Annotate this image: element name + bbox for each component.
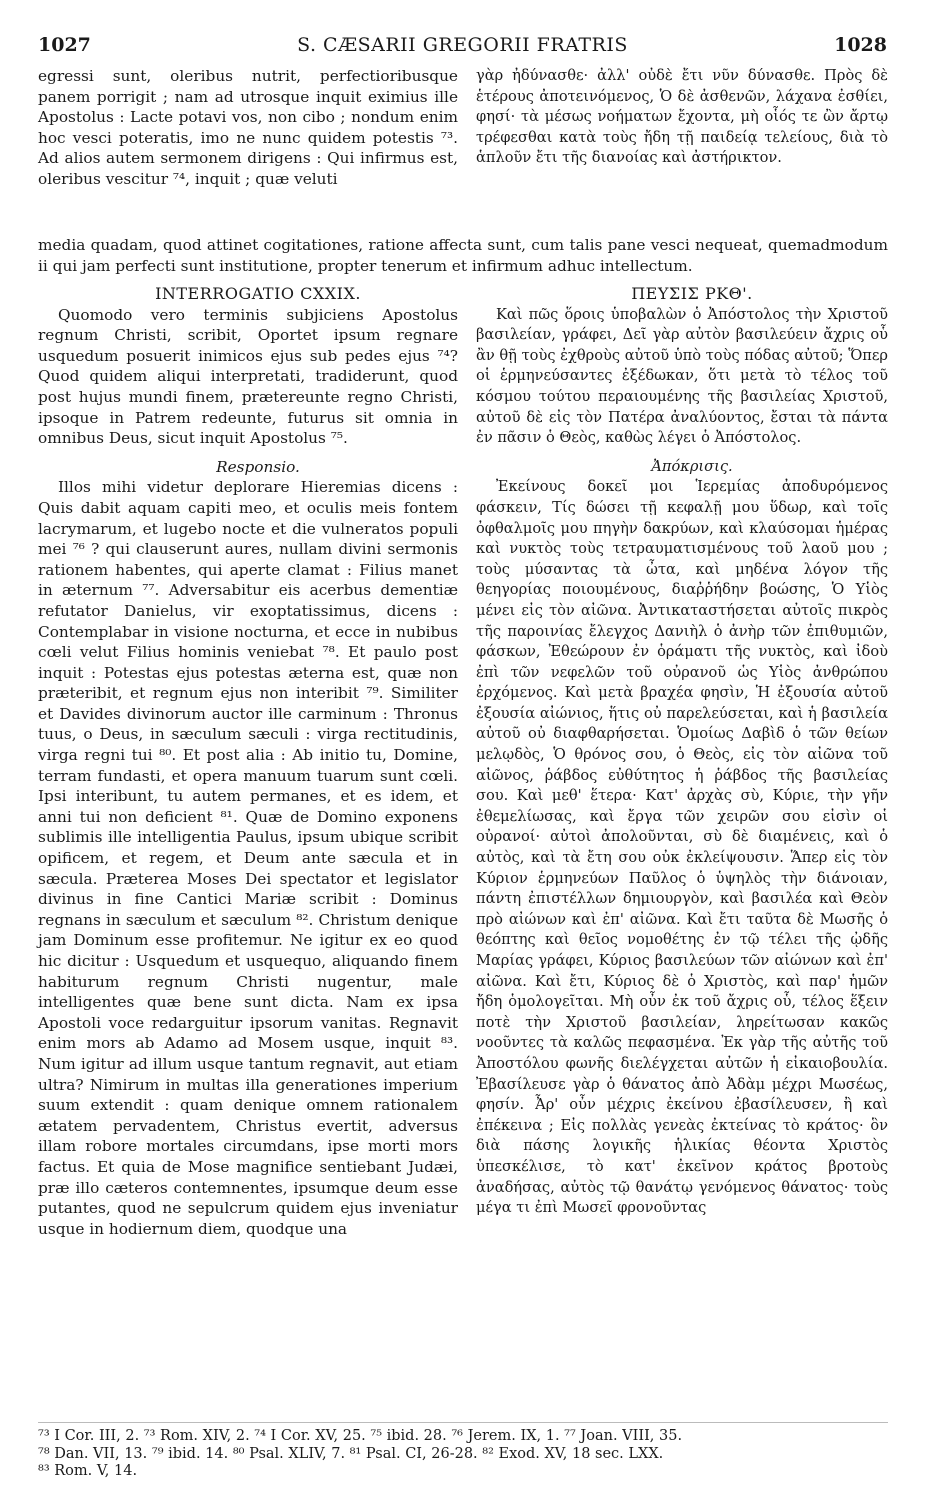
interrogatio-heading: INTERROGATIO CXXIX. (155, 284, 361, 303)
top-left-column (38, 66, 458, 190)
interrogatio-text: Quomodo vero terminis subjiciens Apostolus regnum Christi, scribit, Oportet ipsum regnare usquedum posuerit inimicos ejus sub pedes ejus ⁷⁴? Quod quidem aliqui interpretati, tradiderunt, quod post hujus mundi finem, prætereunte regno Christi, ipsoque in Patrem redeunte, futurus sit omnia in omnibus Deus, sicut inquit Apostolus ⁷⁵. (38, 305, 458, 448)
right-column (476, 284, 888, 1219)
top-right-paragraph: γὰρ ἠδύνασθε· ἀλλ' οὐδὲ ἔτι νῦν δύνασθε. Πρὸς δὲ ἑτέρους ἀποτεινόμενος, Ὁ δὲ ἀσθενῶν, λάχανα ἐσθίει, φησί· τὰ μέσως νοήματων ἔχοντα, μὴ οἷός τε ὢν ἄρτῳ τρέφεσθαι κατὰ τοὺς ἤδη τῇ παιδείᾳ τελείους, διὰ τὸ ἁπλοῦν ἔτι τῆς διανοίας καὶ ἀστήρικτον. (476, 67, 888, 167)
footnote-line: ⁷⁸ Dan. VII, 13. ⁷⁹ ibid. 14. ⁸⁰ Psal. XLIV, 7. ⁸¹ Psal. CI, 26-28. ⁸² Exod. XV, 18 sec. LXX. (38, 1445, 664, 1462)
responsio-heading: Responsio. (216, 457, 300, 476)
top-left-paragraph: egressi sunt, oleribus nutrit, perfectioribusque panem porrigit ; nam ad utrosque inquit eximius ille Apostolus : Lacte potavi vos, non cibo ; nondum enim hoc vesci poteratis, imo ne nunc quidem potestis ⁷³. Ad alios autem sermonem dirigens : Qui infirmus est, oleribus vescitur ⁷⁴, inquit ; quæ veluti (38, 67, 458, 188)
apokrisis-heading: Ἀπόκρισις. (651, 457, 733, 475)
spanning-paragraph (38, 235, 888, 276)
peusis-text: Καὶ πῶς ὅροις ὑποβαλὼν ὁ Ἀπόστολος τὴν Χριστοῦ βασιλείαν, γράφει, Δεῖ γὰρ αὐτὸν βασιλεύειν ἄχρις οὗ ἂν θῇ τοὺς ἐχθροὺς αὐτοῦ ὑπὸ τοὺς πόδας αὐτοῦ; Ὅπερ οἱ ἑρμηνεύσαντες ἐξέδωκαν, ὅτι μετὰ τὸ τέλος τοῦ κόσμου τούτου περαιουμένης τῆς βασιλείας Χριστοῦ, αὐτοῦ δὲ εἰς τὸν Πατέρα ἀναλύοντος, ἔσται τὰ πάντα ἐν πᾶσιν ὁ Θεὸς, καθὼς λέγει ὁ Ἀπόστολος. (476, 305, 888, 447)
top-right-column (476, 66, 888, 169)
footnotes (38, 1428, 888, 1481)
responsio-text: Illos mihi videtur deplorare Hieremias dicens : Quis dabit aquam capiti meo, et oculis meis fontem lacrymarum, et lugebo nocte et die vulneratos populi mei ⁷⁶ ? qui clauserunt aures, nullam divini sermonis rationem habentes, qui aperte clamat : Filius manet in æternum ⁷⁷. Adversabitur eis acerbus dementiæ refutator Danielus, vir exoptatissimus, dicens : Contemplabar in visione nocturna, et ecce in nubibus cœli velut Filius hominis veniebat ⁷⁸. Et paulo post inquit : Potestas ejus potestas æterna est, quæ non præteribit, et regnum ejus non interibit ⁷⁹. Similiter et Davides divinorum auctor ille carminum : Thronus tuus, o Deus, in sæculum sæculi : virga rectitudinis, virga regni tui ⁸⁰. Et post alia : Ab initio tu, Domine, terram fundasti, et opera manuum tuarum sunt cœli. Ipsi interibunt, tu autem permanes, et es idem, et anni tui non deficient ⁸¹. Quæ de Domino exponens sublimis ille intelligentia Paulus, ipsum ubique scribit opificem, et regem, et Deum ante sæcula et in sæcula. Præterea Moses Dei spectator et legislator divinus in fine Cantici Mariæ scribit : Dominus regnans in sæculum et sæculum ⁸². Christum denique jam Dominum esse profitemur. Ne igitur ex eo quod hic dicitur : Usquedum et usquequo, aliquando finem habiturum regnum Christi nugentur, male intelligentes quæ bene sunt dicta. Nam ex ipsa Apostoli voce redarguitur ipsorum vanitas. Regnavit enim mors ab Adamo ad Mosem usque, inquit ⁸³. Num igitur ad illum usque tantum regnavit, aut etiam ultra? Nimirum in multas illa generationes imperium suum extendit : quam denique omnem rationalem ætatem pervadentem, Christus evertit, adversus illam robore mortales circumdans, ipse morti mors factus. Et quia de Mose magnifice sentiebant Judæi, præ illo cæteros contemnentes, ipsumque deum esse putantes, quod ne sepulcrum quidem ejus inveniatur usque in hodiernum diem, quodque una (38, 478, 458, 1238)
page-number-left: 1027 (38, 34, 91, 56)
footnote-line: ⁷³ I Cor. III, 2. ⁷³ Rom. XIV, 2. ⁷⁴ I Cor. XV, 25. ⁷⁵ ibid. 28. ⁷⁶ Jerem. IX, 1. ⁷⁷ Joan. VIII, 35. (38, 1428, 683, 1444)
page-number-right: 1028 (834, 34, 887, 56)
footnote-line: ⁸³ Rom. V, 14. (38, 1463, 138, 1479)
running-title: S. CÆSARII GREGORII FRATRIS (297, 34, 628, 56)
footnote-divider (38, 1422, 888, 1423)
spanning-text: media quadam, quod attinet cogitationes, ratione affecta sunt, cum talis pane vesci nequeat, quemadmodum ii qui jam perfecti sunt institutione, propter tenerum et infirmum adhuc intellectum. (38, 236, 888, 275)
left-column (38, 284, 458, 1239)
apokrisis-text: Ἐκείνους δοκεῖ μοι Ἱερεμίας ἀποδυρόμενος φάσκειν, Τίς δώσει τῇ κεφαλῇ μου ὕδωρ, καὶ τοῖς ὀφθαλμοῖς μου πηγὴν δακρύων, καὶ κλαύσομαι ἡμέρας καὶ νυκτὸς τοὺς τετραυματισμένους τοῦ λαοῦ μου ; τοὺς μύσαντας τὰ ὦτα, καὶ μηδένα λόγον τῆς θεηγορίας ποιουμένους, διαῤῥήδην βοώσης, Ὁ Υἱὸς μένει εἰς τὸν αἰῶνα. Ἀντικαταστήσεται αὐτοῖς πικρὸς τῆς παροινίας ἔλεγχος Δανιὴλ ὁ ἀνὴρ τῶν ἐπιθυμιῶν, φάσκων, Ἐθεώρουν ἐν ὁράματι τῆς νυκτὸς, καὶ ἰδοὺ ἐπὶ τῶν νεφελῶν τοῦ οὐρανοῦ ὡς Υἱὸς ἀνθρώπου ἐρχόμενος. Καὶ μετὰ βραχέα φησὶν, Ἡ ἐξουσία αὐτοῦ ἐξουσία αἰώνιος, ἥτις οὐ παρελεύσεται, καὶ ἡ βασιλεία αὐτοῦ οὐ διαφθαρήσεται. Ὁμοίως Δαβὶδ ὁ τῶν θείων μελῳδὸς, Ὁ θρόνος σου, ὁ Θεὸς, εἰς τὸν αἰῶνα τοῦ αἰῶνος, ῥάβδος εὐθύτητος ἡ ῥάβδος τῆς βασιλείας σου. Καὶ μεθ' ἕτερα· Κατ' ἀρχὰς σὺ, Κύριε, τὴν γῆν ἐθεμελίωσας, καὶ ἔργα τῶν χειρῶν σου εἰσὶν οἱ οὐρανοί· αὐτοὶ ἀπολοῦνται, σὺ δὲ διαμένεις, καὶ ὁ αὐτὸς, καὶ τὰ ἔτη σου οὐκ ἐκλείψουσιν. Ἅπερ εἰς τὸν Κύριον ἑρμηνεύων Παῦλος ὁ ὑψηλὸς τὴν διάνοιαν, πάντη ἐπιστέλλων δημιουργὸν, καὶ βασιλέα καὶ Θεὸν πρὸ αἰώνων καὶ ἐπ' αἰῶνα. Καὶ ἔτι ταῦτα δὲ Μωσῆς ὁ θεόπτης καὶ θεῖος νομοθέτης ἐν τῷ τέλει τῆς ᾠδῆς Μαρίας γράφει, Κύριος βασιλεύων τῶν αἰώνων καὶ ἐπ' αἰῶνα. Καὶ ἔτι, Κύριος δὲ ὁ Χριστὸς, καὶ παρ' ἡμῶν ἤδη ὁμολογεῖται. Μὴ οὖν ἐκ τοῦ ἄχρις οὗ, τέλος ἕξειν ποτὲ τὴν Χριστοῦ βασιλείαν, ληρείτωσαν κακῶς νοοῦντες τὰ καλῶς πεφασμένα. Ἐκ γὰρ τῆς αὐτῆς τοῦ Ἀποστόλου φωνῆς διελέγχεται αὐτῶν ἡ εἰκαιοβουλία. Ἐβασίλευσε γὰρ ὁ θάνατος ἀπὸ Ἀδὰμ μέχρι Μωσέως, φησίν. Ἆρ' οὖν μέχρις ἐκείνου ἐβασίλευσεν, ἢ καὶ ἐπέκεινα ; Εἰς πολλὰς γενεὰς ἐκτείνας τὸ κράτος· ὃν διὰ πάσης λογικῆς ἡλικίας θέοντα Χριστὸς ὑπεσκέλισε, τὸ κατ' ἐκεῖνον κράτος βροτοὺς ἀναδήσας, αὐτὸς τῷ θανάτῳ γενόμενος θάνατος· τοὺς μέγα τι ἐπὶ Μωσεῖ φρονοῦντας (476, 478, 888, 1217)
running-header (38, 34, 887, 58)
peusis-heading: ΠΕΥΣΙΣ ΡΚΘ'. (631, 284, 753, 303)
